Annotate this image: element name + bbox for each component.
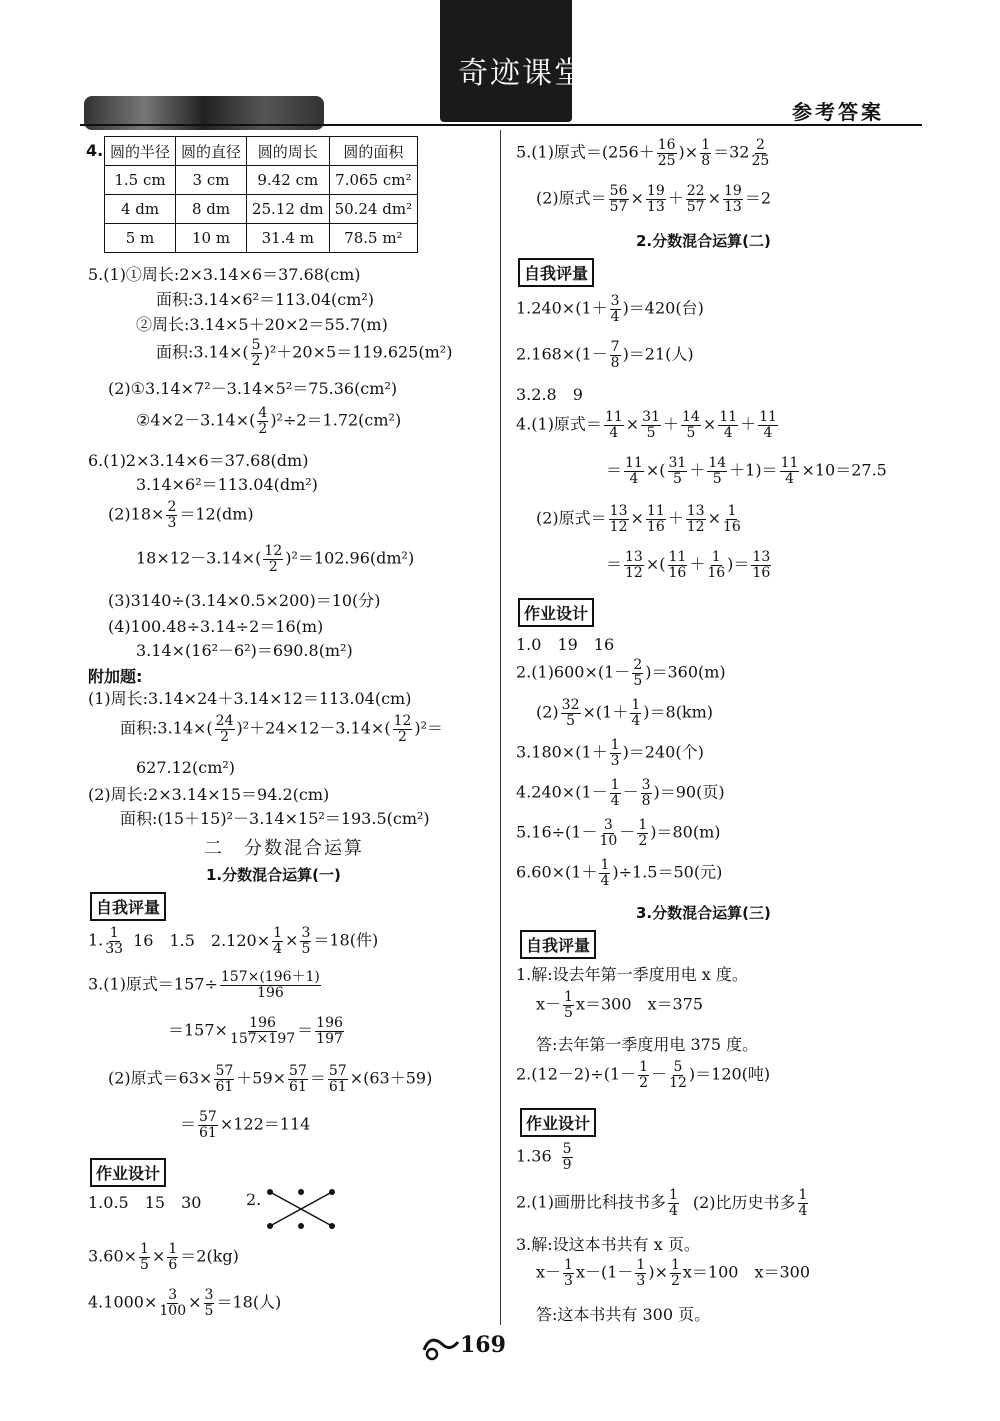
text: 5.16÷(1－ <box>516 822 598 842</box>
q6-2b <box>136 544 414 574</box>
q4-label: 4. <box>86 141 104 160</box>
fraction: $\frac{5}{9}$ <box>562 1141 572 1173</box>
fraction: $\frac{57}{61}$ <box>199 1109 217 1141</box>
text: (2)原式＝ <box>536 508 607 528</box>
text: 1.36 <box>516 1146 552 1166</box>
fraction: $\frac{11}{4}$ <box>759 409 777 441</box>
table-cell: 78.5 m² <box>329 224 418 253</box>
text: )²＋24×12－3.14×( <box>236 718 391 738</box>
text: ＝18(件) <box>313 930 379 950</box>
fraction: $\frac{14}{5}$ <box>682 409 700 441</box>
r-q4b: ＝ $\frac{11}{4}$ ×( $\frac{31}{5}$ ＋ $\frac{14}{5}$ ＋1)＝ $\frac{11}{4}$ ×10＝27.5 <box>606 455 887 487</box>
fraction: $\frac{5}{2}$ <box>251 337 261 369</box>
fraction: $\frac{1}{2}$ <box>670 1257 680 1289</box>
table-row <box>105 195 418 224</box>
text: )²＝ <box>414 718 444 738</box>
extra-1c: 627.12(cm²) <box>136 758 236 777</box>
r-q3: 3.2.8 9 <box>516 385 583 404</box>
homework-box: 作业设计 <box>518 598 594 627</box>
text: )＝360(m) <box>645 662 726 682</box>
t-h2 <box>516 1188 810 1218</box>
fraction: $\frac{11}{4}$ <box>719 409 738 441</box>
fraction: $\frac{1}{3}$ <box>610 737 620 769</box>
text: ＝ <box>297 1020 314 1040</box>
text: 4.240×(1－ <box>516 782 608 802</box>
table-row <box>105 224 418 253</box>
text: (2)原式＝63× <box>108 1068 213 1088</box>
t-q2: 2.(12－2)÷(1－ $\frac{1}{2}$ － $\frac{5}{12}$ )＝120(吨) <box>516 1059 771 1091</box>
table-header: 圆的面积 <box>329 137 418 166</box>
numerator: 157×(196＋1) <box>220 969 320 985</box>
circle-table <box>104 136 418 253</box>
text: ＝2 <box>744 188 771 208</box>
chapter-title: 二 分数混合运算 <box>204 838 364 859</box>
t-q1a: 1.解:设去年第一季度用电 x 度。 <box>516 965 748 984</box>
text: x－ <box>536 994 562 1014</box>
fraction: $\frac{12}{2}$ <box>393 713 412 745</box>
table-header-row <box>105 137 418 166</box>
extra-1a: (1)周长:3.14×24＋3.14×12＝113.04(cm) <box>88 689 412 708</box>
fraction: $\frac{7}{8}$ <box>610 339 620 371</box>
fraction: $\frac{1}{5}$ <box>140 1241 149 1273</box>
text: )＝8(km) <box>643 702 714 722</box>
s1-q1: 1. $\frac{1}{33}$ 16 1.5 2.120× $\frac{1}{4}$ × $\frac{3}{5}$ ＝18(件) <box>88 925 379 957</box>
text: 4.1000× <box>88 1292 158 1312</box>
fraction: $\frac{31}{5}$ <box>642 409 660 441</box>
q6-2a <box>108 500 254 530</box>
fraction: $\frac{3}{100}$ <box>159 1287 187 1319</box>
fraction: $\frac{11}{4}$ <box>625 455 643 487</box>
column-divider <box>500 130 501 1325</box>
homework-box: 作业设计 <box>90 1158 166 1187</box>
t-h3c: 答:这本书共有 300 页。 <box>536 1305 711 1324</box>
text: 6.60×(1＋ <box>516 862 598 882</box>
fraction: $\frac{1}{4}$ <box>668 1187 678 1219</box>
r-h4: 4.240×(1－ $\frac{1}{4}$ － $\frac{3}{8}$ )＝90(页) <box>516 777 725 809</box>
section-title-3: 3.分数混合运算(三) <box>636 904 771 922</box>
text: )＝80(m) <box>650 822 721 842</box>
fraction <box>220 970 321 1000</box>
section-label: 参考答案 <box>792 100 884 124</box>
fraction: $\frac{1}{4}$ <box>273 925 283 957</box>
table-cell: 1.5 cm <box>105 166 176 195</box>
table-cell: 4 dm <box>105 195 176 224</box>
text: )＝120(吨) <box>688 1064 771 1084</box>
fraction: $\frac{1}{8}$ <box>701 137 711 169</box>
fraction: $\frac{3}{5}$ <box>301 925 311 957</box>
table-cell: 50.24 dm² <box>329 195 418 224</box>
text: 16 1.5 2.120× <box>133 930 271 950</box>
t-q1b <box>536 990 703 1020</box>
text: 2.(12－2)÷(1－ <box>516 1064 637 1084</box>
q5-2a: (2)①3.14×7²－3.14×5²＝75.36(cm²) <box>108 379 398 398</box>
text: (2)原式＝ <box>536 188 607 208</box>
fraction: $\frac{2}{5}$ <box>633 657 643 689</box>
s1-q3c <box>108 1064 432 1094</box>
fraction: $\frac{1}{3}$ <box>636 1257 646 1289</box>
fraction: $\frac{13}{16}$ <box>752 549 771 581</box>
text: x－ <box>536 1262 562 1282</box>
table-cell: 3 cm <box>176 166 247 195</box>
r-q4d: ＝ $\frac{13}{12}$ ×( $\frac{11}{16}$ ＋ $\frac{1}{16}$ )＝ $\frac{13}{16}$ <box>606 549 771 581</box>
page-number: 169 <box>460 1332 506 1358</box>
text: ＝ <box>309 1068 326 1088</box>
text: ＝12(dm) <box>179 504 254 524</box>
fraction: $\frac{1}{33}$ <box>105 925 124 957</box>
homework-box: 作业设计 <box>520 1108 596 1137</box>
table-cell: 7.065 cm² <box>329 166 418 195</box>
fraction: $\frac{16}{25}$ <box>657 137 676 169</box>
fraction: $\frac{1}{4}$ <box>610 777 620 809</box>
text: (2) <box>536 702 559 722</box>
s1-q3b <box>168 1016 346 1046</box>
text: (2)18× <box>108 504 165 524</box>
text: )× <box>678 142 699 162</box>
q5-1a: 5.(1)①周长:2×3.14×6＝37.68(cm) <box>88 265 361 284</box>
text: ＋59× <box>236 1068 287 1088</box>
extra-1b <box>120 714 443 744</box>
text: )＝240(个) <box>622 742 704 762</box>
text: 18×12－3.14×( <box>136 548 262 568</box>
fraction: $\frac{13}{12}$ <box>625 549 643 581</box>
text: ×(63＋59) <box>349 1068 433 1088</box>
header-rule <box>80 124 922 126</box>
fraction: $\frac{57}{61}$ <box>215 1063 234 1095</box>
fraction: $\frac{19}{13}$ <box>646 183 665 215</box>
q6-4b: 3.14×(16²－6²)＝690.8(m²) <box>136 641 353 660</box>
table-cell: 5 m <box>105 224 176 253</box>
text: x＝300 x＝375 <box>575 994 704 1014</box>
text: )＝90(页) <box>653 782 725 802</box>
fraction: $\frac{57}{61}$ <box>289 1063 307 1095</box>
q5-1d <box>156 338 452 368</box>
text: ×122＝114 <box>219 1114 311 1134</box>
section-title-1: 1.分数混合运算(一) <box>206 866 341 884</box>
self-eval-box: 自我评量 <box>518 258 594 287</box>
text: 5.(1)原式＝(256＋ <box>516 142 655 162</box>
text: ＝18(人) <box>216 1292 282 1312</box>
text: 面积:3.14×( <box>120 718 213 738</box>
s1-h4: 4.1000× $\frac{3}{100}$ × $\frac{3}{5}$ ＝18(人) <box>88 1287 282 1319</box>
q5-1c: ②周长:3.14×5＋20×2＝55.7(m) <box>136 315 388 334</box>
r-h3 <box>516 738 704 768</box>
text: ＝32 <box>713 142 750 162</box>
fraction: $\frac{19}{13}$ <box>723 183 742 215</box>
t-h3b: x－ $\frac{1}{3}$ x－(1－ $\frac{1}{3}$ )× $\frac{1}{2}$ x＝100 x＝300 <box>536 1257 811 1289</box>
fraction: $\frac{14}{5}$ <box>708 455 727 487</box>
text: 1. <box>88 930 104 950</box>
s1-q3d <box>180 1110 310 1140</box>
table-cell: 25.12 dm <box>247 195 330 224</box>
r-q4c: (2)原式＝ $\frac{13}{12}$ × $\frac{11}{16}$ ＋ $\frac{13}{12}$ × $\frac{1}{16}$ <box>536 503 741 535</box>
s1-h2: 2. <box>246 1190 262 1209</box>
text: )＝21(人) <box>622 344 694 364</box>
fraction: $\frac{13}{12}$ <box>609 503 628 535</box>
fraction: $\frac{56}{57}$ <box>609 183 628 215</box>
r-q2 <box>516 340 694 370</box>
r-h6 <box>516 858 722 888</box>
t-q1c: 答:去年第一季度用电 375 度。 <box>536 1035 759 1054</box>
fraction: $\frac{31}{5}$ <box>668 455 687 487</box>
text: 4.(1)原式＝ <box>516 414 602 434</box>
self-eval-box: 自我评量 <box>90 892 166 921</box>
fraction: $\frac{3}{8}$ <box>641 777 651 809</box>
text: 3.180×(1＋ <box>516 742 608 762</box>
table-header: 圆的周长 <box>247 137 330 166</box>
fraction: $\frac{11}{4}$ <box>780 455 799 487</box>
table-header: 圆的直径 <box>176 137 247 166</box>
text: (2)比历史书多 <box>692 1192 796 1212</box>
fraction: $\frac{57}{61}$ <box>328 1063 347 1095</box>
text: ＝ <box>180 1114 197 1134</box>
fraction: $\frac{1}{4}$ <box>600 857 610 889</box>
logo-text: 奇迹课堂 <box>458 56 586 91</box>
q5-1b: 面积:3.14×6²＝113.04(cm²) <box>156 290 375 309</box>
fraction: $\frac{196}{197}$ <box>316 1015 343 1047</box>
fraction: $\frac{1}{16}$ <box>707 549 726 581</box>
matching-diagram <box>262 1186 342 1234</box>
q6-1b: 3.14×6²＝113.04(dm²) <box>136 475 318 494</box>
swirl-ornament-icon <box>420 1330 464 1364</box>
fraction: $\frac{2}{25}$ <box>751 137 770 169</box>
text: )²＋20×5＝119.625(m²) <box>263 342 453 362</box>
text: 2.(1)画册比科技书多 <box>516 1192 666 1212</box>
fraction: $\frac{2}{3}$ <box>167 499 177 531</box>
r-q4a: 4.(1)原式＝ $\frac{11}{4}$ × $\frac{31}{5}$ ＋ $\frac{14}{5}$ × $\frac{11}{4}$ ＋ $\frac{11}{4}$ <box>516 409 777 441</box>
fraction: $\frac{11}{4}$ <box>604 409 623 441</box>
s1-h3: 3.60× $\frac{1}{5}$ × $\frac{1}{6}$ ＝2(kg) <box>88 1241 239 1273</box>
logo-block <box>440 0 586 122</box>
fraction: $\frac{3}{10}$ <box>599 817 618 849</box>
extra-2a: (2)周长:2×3.14×15＝94.2(cm) <box>88 785 330 804</box>
fraction: $\frac{1}{5}$ <box>564 989 573 1021</box>
table-cell: 8 dm <box>176 195 247 224</box>
denominator: 196 <box>257 984 284 1001</box>
text: ×10＝27.5 <box>801 460 887 480</box>
q6-4a: (4)100.48÷3.14÷2＝16(m) <box>108 617 324 636</box>
r-q5-1 <box>516 138 771 168</box>
fraction: $\frac{1}{4}$ <box>798 1187 808 1219</box>
q6-3: (3)3140÷(3.14×0.5×200)＝10(分) <box>108 591 381 610</box>
s1-h1: 1.0.5 15 30 <box>88 1193 202 1212</box>
fraction: $\frac{24}{2}$ <box>215 713 234 745</box>
text: )²÷2＝1.72(cm²) <box>270 410 402 430</box>
text: 2.168×(1－ <box>516 344 608 364</box>
self-eval-box: 自我评量 <box>520 930 596 959</box>
fraction: $\frac{32}{5}$ <box>561 697 580 729</box>
fraction: $\frac{12}{2}$ <box>264 543 283 575</box>
fraction: $\frac{1}{3}$ <box>564 1257 573 1289</box>
text: )²＝102.96(dm²) <box>285 548 415 568</box>
text: ②4×2－3.14×( <box>136 410 256 430</box>
table-cell: 9.42 cm <box>247 166 330 195</box>
text: ＝2(kg) <box>180 1246 239 1266</box>
r-h1: 1.0 19 16 <box>516 635 615 654</box>
text: ＝157× <box>168 1020 228 1040</box>
extra-title: 附加题: <box>88 667 143 686</box>
text: 3.60× <box>88 1246 138 1266</box>
table-cell: 10 m <box>176 224 247 253</box>
s1-q3a <box>88 970 323 1000</box>
fraction: $\frac{3}{4}$ <box>610 293 620 325</box>
extra-2b: 面积:(15＋15)²－3.14×15²＝193.5(cm²) <box>120 809 430 828</box>
q5-2b <box>136 406 401 436</box>
t-h3a: 3.解:设这本书共有 x 页。 <box>516 1235 700 1254</box>
text: 2.(1)600×(1－ <box>516 662 631 682</box>
section-title-2: 2.分数混合运算(二) <box>636 232 771 250</box>
fraction: $\frac{11}{16}$ <box>668 549 687 581</box>
r-q1 <box>516 294 704 324</box>
text: x＝100 x＝300 <box>682 1262 811 1282</box>
fraction: $\frac{4}{2}$ <box>258 405 268 437</box>
text: 面积:3.14×( <box>156 342 249 362</box>
fraction: $\frac{11}{16}$ <box>646 503 665 535</box>
table-cell: 31.4 m <box>247 224 330 253</box>
r-h2a <box>516 658 726 688</box>
table-header: 圆的半径 <box>105 137 176 166</box>
denominator: 157×197 <box>229 1030 296 1047</box>
fraction: $\frac{1}{2}$ <box>638 817 648 849</box>
fraction: $\frac{1}{16}$ <box>722 503 741 535</box>
numerator: 196 <box>249 1015 276 1031</box>
r-h2b: (2) $\frac{32}{5}$ ×(1＋ $\frac{1}{4}$ )＝8(km) <box>536 697 714 729</box>
r-h5: 5.16÷(1－ $\frac{3}{10}$ － $\frac{1}{2}$ )＝80(m) <box>516 817 721 849</box>
text: 1.240×(1＋ <box>516 298 608 318</box>
text: )＝420(台) <box>622 298 704 318</box>
fraction: $\frac{22}{57}$ <box>686 183 705 215</box>
text: )÷1.5＝50(元) <box>612 862 723 882</box>
t-h1 <box>516 1142 575 1172</box>
fraction: $\frac{3}{5}$ <box>204 1287 214 1319</box>
fraction: $\frac{1}{6}$ <box>168 1241 178 1273</box>
table-row <box>105 166 418 195</box>
fraction <box>230 1016 295 1046</box>
text: 3.(1)原式＝157÷ <box>88 974 218 994</box>
r-q5-2: (2)原式＝ $\frac{56}{57}$ × $\frac{19}{13}$ ＋ $\frac{22}{57}$ × $\frac{19}{13}$ ＝2 <box>536 183 771 215</box>
fraction: $\frac{1}{4}$ <box>631 697 641 729</box>
fraction: $\frac{5}{12}$ <box>669 1059 687 1091</box>
q6-1a: 6.(1)2×3.14×6＝37.68(dm) <box>88 451 309 470</box>
fraction: $\frac{13}{12}$ <box>686 503 705 535</box>
fraction: $\frac{1}{2}$ <box>639 1059 649 1091</box>
